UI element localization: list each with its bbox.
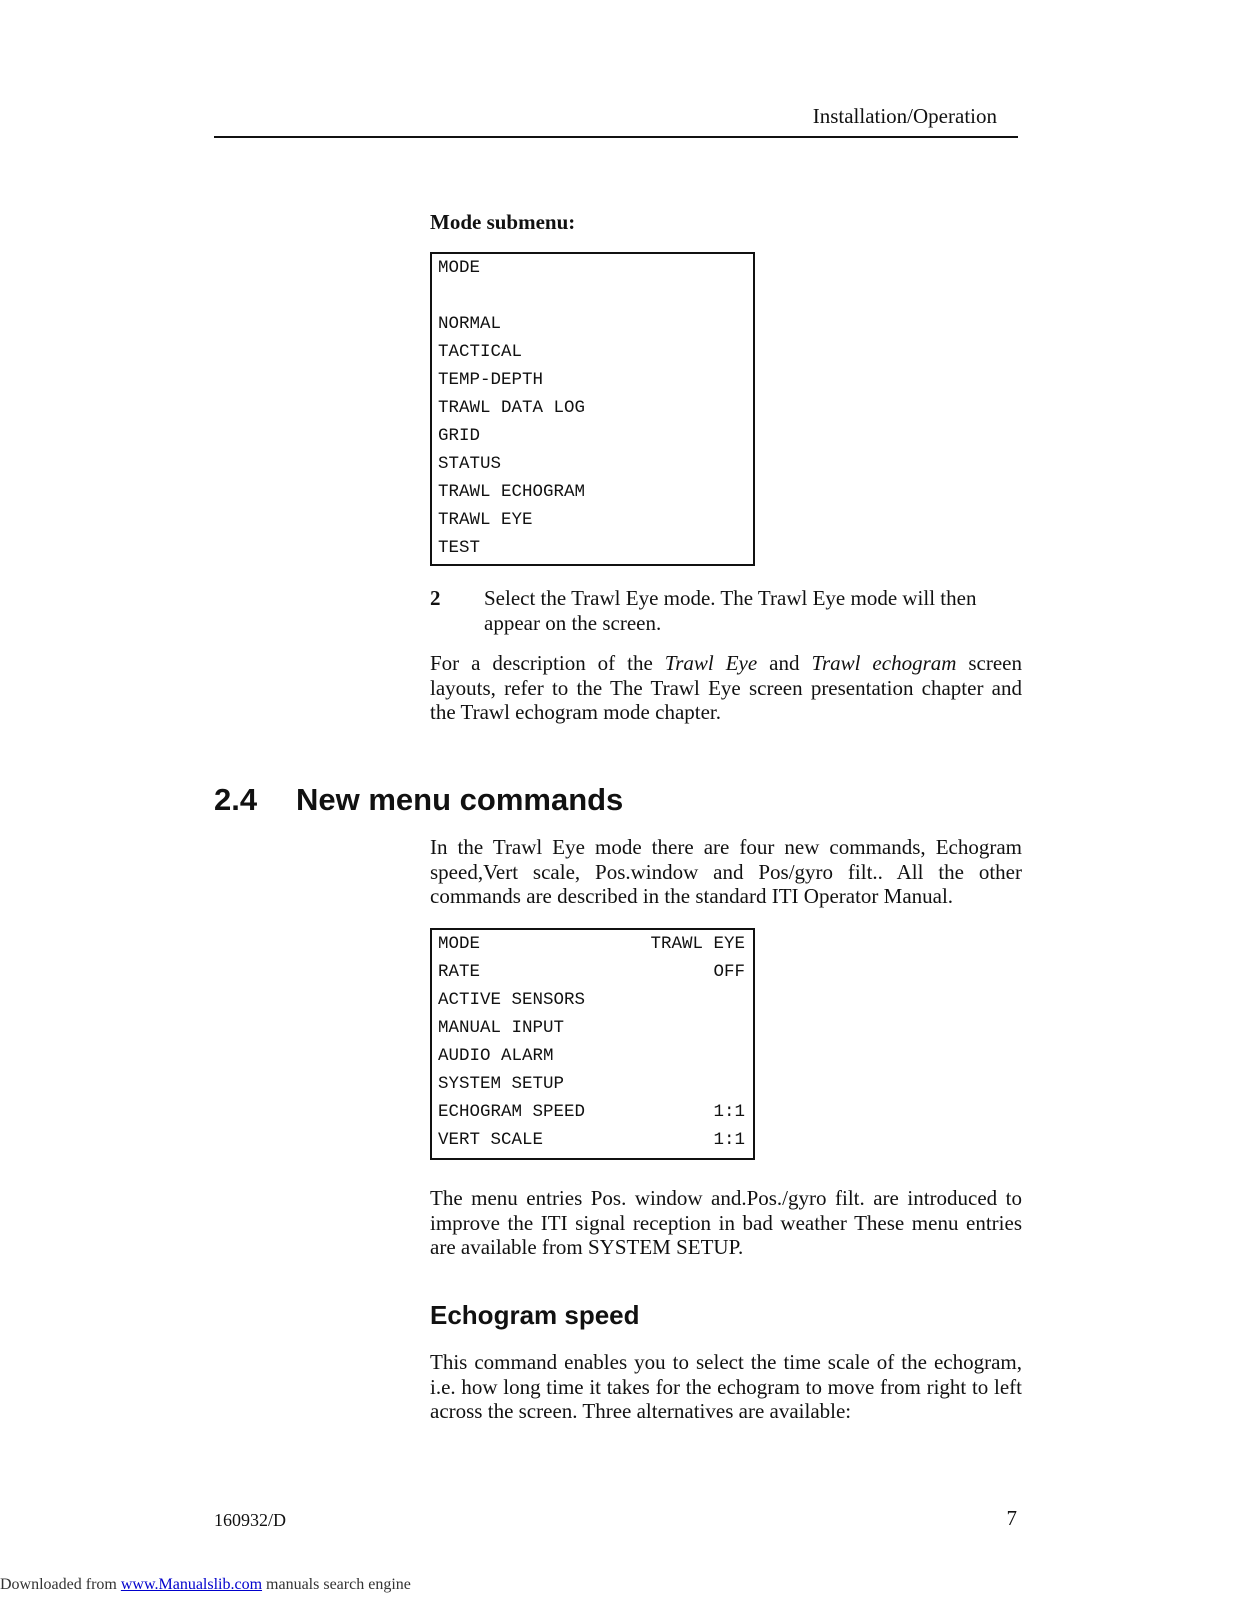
manualslib-link[interactable]: www.Manualslib.com (120, 1576, 263, 1593)
mode-item-normal: NORMAL (438, 314, 502, 334)
download-prefix: Downloaded from (0, 1576, 121, 1593)
mode-item-trawl-eye: TRAWL EYE (438, 510, 533, 530)
menu-value: OFF (713, 962, 745, 982)
menu-row-mode (438, 930, 745, 958)
menu-label: VERT SCALE (438, 1130, 544, 1150)
running-header: Installation/Operation (812, 104, 997, 128)
menu-label: ACTIVE SENSORS (438, 990, 586, 1010)
section-title: New menu commands (296, 782, 624, 817)
mode-item-temp-depth: TEMP-DEPTH (438, 370, 544, 390)
menu-row-rate (438, 958, 745, 986)
section-number: 2.4 (214, 782, 258, 817)
menu-row-echogram-speed (438, 1098, 745, 1126)
mode-submenu-caption: Mode submenu: (430, 210, 576, 234)
description-part-3: screen layouts, refer to the The Trawl Eye screen presentation chapter and the Trawl echogram mode chapter. (430, 651, 1022, 724)
menu-value: TRAWL EYE (650, 934, 745, 954)
menu-label: ECHOGRAM SPEED (438, 1102, 586, 1122)
step-number: 2 (430, 586, 441, 610)
mode-item-tactical: TACTICAL (438, 342, 523, 362)
header-rule (214, 136, 1018, 138)
description-part-2: and (757, 651, 812, 675)
mode-submenu-title: MODE (438, 258, 481, 278)
footer-page-number: 7 (1006, 1506, 1017, 1530)
download-notice (0, 1576, 411, 1594)
mode-item-status: STATUS (438, 454, 502, 474)
menu-label: MANUAL INPUT (438, 1018, 565, 1038)
menu-row-manual-input (438, 1014, 745, 1042)
echogram-speed-paragraph: This command enables you to select the time scale of the echogram, i.e. how long time it takes for the echogram to move from right to left across the screen. Three alternatives are available: (430, 1350, 1022, 1423)
menu-label: AUDIO ALARM (438, 1046, 554, 1066)
menu-value: 1:1 (713, 1130, 745, 1150)
mode-item-trawl-echogram: TRAWL ECHOGRAM (438, 482, 586, 502)
menu-label: SYSTEM SETUP (438, 1074, 565, 1094)
download-suffix: manuals search engine (262, 1576, 411, 1593)
menu-value: 1:1 (713, 1102, 745, 1122)
description-trawl-echogram: Trawl echogram (811, 651, 957, 675)
echogram-speed-heading: Echogram speed (430, 1300, 640, 1330)
mode-item-test: TEST (438, 538, 481, 558)
section-intro: In the Trawl Eye mode there are four new commands, Echogram speed,Vert scale, Pos.window and Pos/gyro filt.. All the other commands are described in the standard ITI Operator Manual. (430, 835, 1022, 908)
mode-item-grid: GRID (438, 426, 481, 446)
description-trawl-eye: Trawl Eye (664, 651, 758, 675)
menu-entries-paragraph: The menu entries Pos. window and.Pos./gyro filt. are introduced to improve the ITI signal reception in bad weather These menu entries are available from SYSTEM SETUP. (430, 1186, 1022, 1259)
mode-submenu-box (430, 252, 755, 566)
menu-row-audio-alarm (438, 1042, 745, 1070)
mode-item-trawl-data-log: TRAWL DATA LOG (438, 398, 586, 418)
menu-label: MODE (438, 934, 481, 954)
description-part-1: For a description of the (430, 651, 665, 675)
menu-row-vert-scale (438, 1126, 745, 1154)
description-paragraph (430, 651, 1022, 725)
step-text: Select the Trawl Eye mode. The Trawl Eye mode will then appear on the screen. (484, 586, 977, 635)
footer-doc-number: 160932/D (214, 1510, 286, 1530)
menu-row-active-sensors (438, 986, 745, 1014)
menu-label: RATE (438, 962, 481, 982)
menu-row-system-setup (438, 1070, 745, 1098)
main-menu-box (430, 928, 755, 1160)
